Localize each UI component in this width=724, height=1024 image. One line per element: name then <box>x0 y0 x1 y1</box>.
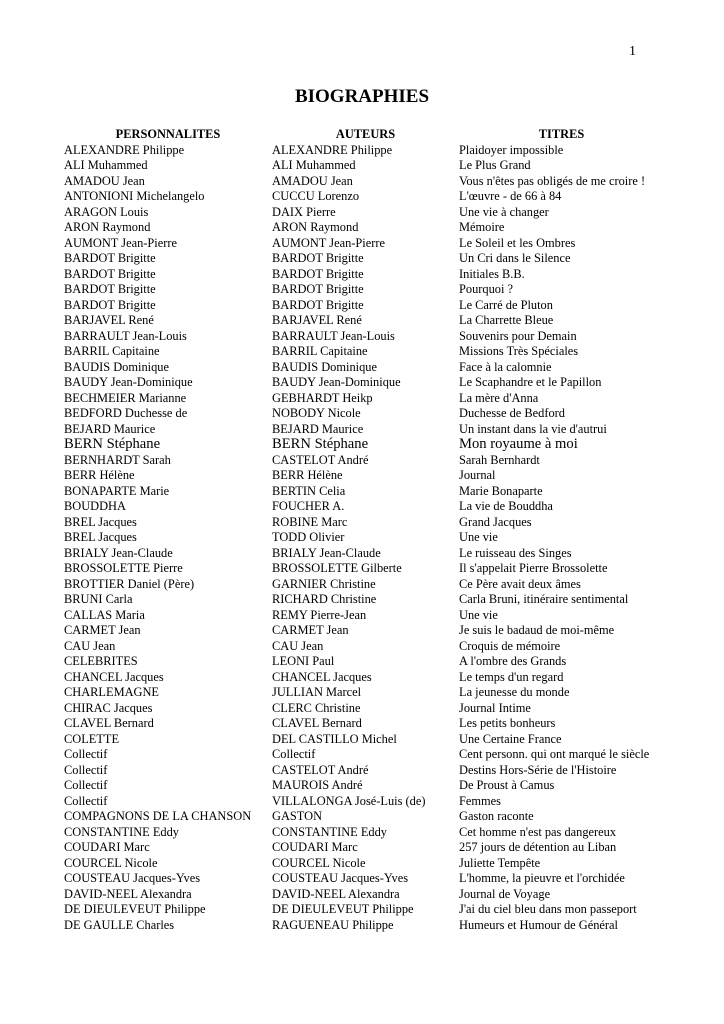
cell-personnalite: BECHMEIER Marianne <box>64 390 187 405</box>
cell-titre: Carla Bruni, itinéraire sentimental <box>459 592 629 606</box>
cell-auteur: ROBINE Marc <box>272 514 348 529</box>
cell-titre: Missions Très Spéciales <box>459 344 579 358</box>
cell-auteur: GASTON <box>272 809 323 823</box>
table-row <box>0 515 724 531</box>
table-row <box>0 840 724 856</box>
table-row <box>0 856 724 872</box>
cell-personnalite: AMADOU Jean <box>64 173 145 188</box>
cell-personnalite: BARDOT Brigitte <box>64 266 156 281</box>
cell-auteur: BAUDIS Dominique <box>272 359 377 374</box>
table-row <box>0 763 724 779</box>
cell-titre: Cent personn. qui ont marqué le siècle <box>459 747 650 761</box>
cell-titre: Face à la calomnie <box>459 359 552 374</box>
table-row <box>0 608 724 624</box>
cell-auteur: DE DIEULEVEUT Philippe <box>272 902 414 916</box>
cell-titre: Le Plus Grand <box>459 158 531 172</box>
cell-personnalite: ALEXANDRE Philippe <box>64 142 185 157</box>
table-row <box>0 220 724 236</box>
table-row <box>0 422 724 438</box>
cell-titre: Grand Jacques <box>459 514 532 529</box>
cell-titre: Cet homme n'est pas dangereux <box>459 824 617 839</box>
cell-titre: Marie Bonaparte <box>459 483 543 498</box>
cell-personnalite: BRUNI Carla <box>64 592 133 606</box>
cell-auteur: VILLALONGA José-Luis (de) <box>272 793 426 808</box>
table-row <box>0 406 724 422</box>
cell-auteur: NOBODY Nicole <box>272 406 361 420</box>
cell-titre: Destins Hors-Série de l'Histoire <box>459 762 617 777</box>
cell-auteur: JULLIAN Marcel <box>272 685 362 699</box>
table-row <box>0 778 724 794</box>
table-row <box>0 561 724 577</box>
cell-personnalite: BONAPARTE Marie <box>64 483 170 498</box>
cell-personnalite: CONSTANTINE Eddy <box>64 824 179 839</box>
cell-titre: L'homme, la pieuvre et l'orchidée <box>459 871 625 885</box>
table-body <box>0 143 724 934</box>
cell-personnalite: BROSSOLETTE Pierre <box>64 561 183 575</box>
cell-titre: Le ruisseau des Singes <box>459 545 572 560</box>
cell-auteur: BEJARD Maurice <box>272 421 364 436</box>
cell-titre: Une vie <box>459 530 498 544</box>
cell-auteur: BARDOT Brigitte <box>272 297 364 312</box>
cell-personnalite: BEDFORD Duchesse de <box>64 406 188 420</box>
table-row <box>0 871 724 887</box>
cell-auteur: CUCCU Lorenzo <box>272 189 360 203</box>
cell-auteur: DAVID-NEEL Alexandra <box>272 886 400 901</box>
cell-titre: Initiales B.B. <box>459 266 525 281</box>
cell-titre: Mémoire <box>459 220 505 234</box>
cell-titre: Les petits bonheurs <box>459 716 556 730</box>
cell-personnalite: DE GAULLE Charles <box>64 917 175 932</box>
header-auteurs: AUTEURS <box>335 127 396 141</box>
cell-personnalite: COUDARI Marc <box>64 840 150 854</box>
cell-personnalite: ARAGON Louis <box>64 204 149 219</box>
cell-personnalite: BREL Jacques <box>64 514 137 529</box>
cell-auteur: BARRAULT Jean-Louis <box>272 328 395 343</box>
table-row <box>0 391 724 407</box>
cell-personnalite: BERR Hélène <box>64 468 135 482</box>
cell-personnalite: ARON Raymond <box>64 220 151 234</box>
cell-titre: A l'ombre des Grands <box>459 654 567 668</box>
header-personnalites: PERSONNALITES <box>115 127 221 141</box>
cell-auteur: CLAVEL Bernard <box>272 716 362 730</box>
cell-personnalite: COUSTEAU Jacques-Yves <box>64 871 201 885</box>
cell-titre: Une Certaine France <box>459 731 562 746</box>
table-row <box>0 623 724 639</box>
cell-personnalite: BERN Stéphane <box>64 436 161 452</box>
cell-auteur: BARJAVEL René <box>272 313 362 327</box>
table-row <box>0 375 724 391</box>
table-row <box>0 360 724 376</box>
table-row <box>0 143 724 159</box>
page-title: BIOGRAPHIES <box>294 86 430 107</box>
cell-auteur: BARDOT Brigitte <box>272 282 364 296</box>
cell-personnalite: DE DIEULEVEUT Philippe <box>64 902 206 916</box>
cell-personnalite: CHIRAC Jacques <box>64 700 153 715</box>
cell-personnalite: BARRIL Capitaine <box>64 344 160 358</box>
table-row <box>0 158 724 174</box>
cell-personnalite: BERNHARDT Sarah <box>64 452 171 467</box>
cell-auteur: TODD Olivier <box>272 530 345 544</box>
cell-titre: L'œuvre - de 66 à 84 <box>459 189 562 203</box>
cell-auteur: AMADOU Jean <box>272 173 353 188</box>
table-row <box>0 236 724 252</box>
cell-personnalite: BOUDDHA <box>64 499 126 513</box>
cell-auteur: DEL CASTILLO Michel <box>272 731 397 746</box>
table-row <box>0 437 724 453</box>
cell-auteur: BARRIL Capitaine <box>272 344 368 358</box>
cell-auteur: COUDARI Marc <box>272 840 358 854</box>
table-row <box>0 825 724 841</box>
cell-auteur: LEONI Paul <box>272 654 335 668</box>
cell-auteur: RAGUENEAU Philippe <box>272 917 394 932</box>
cell-personnalite: CLAVEL Bernard <box>64 716 154 730</box>
table-row <box>0 344 724 360</box>
cell-auteur: CASTELOT André <box>272 452 369 467</box>
cell-auteur: GARNIER Christine <box>272 576 376 591</box>
cell-titre: De Proust à Camus <box>459 778 555 792</box>
table-header <box>0 127 724 143</box>
cell-personnalite: Collectif <box>64 762 108 777</box>
table-row <box>0 499 724 515</box>
cell-auteur: BERR Hélène <box>272 468 343 482</box>
cell-personnalite: BARDOT Brigitte <box>64 297 156 312</box>
biographies-table <box>0 127 724 933</box>
cell-auteur: FOUCHER A. <box>272 499 345 513</box>
cell-titre: Un Cri dans le Silence <box>459 251 571 265</box>
table-row <box>0 716 724 732</box>
cell-titre: Pourquoi ? <box>459 282 514 296</box>
table-row <box>0 189 724 205</box>
cell-auteur: CHANCEL Jacques <box>272 669 372 684</box>
cell-personnalite: BARDOT Brigitte <box>64 282 156 296</box>
cell-auteur: BERN Stéphane <box>272 436 369 452</box>
table-row <box>0 902 724 918</box>
table-row <box>0 329 724 345</box>
cell-auteur: BAUDY Jean-Dominique <box>272 375 401 389</box>
cell-personnalite: BRIALY Jean-Claude <box>64 545 173 560</box>
table-row <box>0 577 724 593</box>
cell-titre: Vous n'êtes pas obligés de me croire ! <box>459 173 646 188</box>
cell-auteur: REMY Pierre-Jean <box>272 607 367 622</box>
cell-titre: Le Carré de Pluton <box>459 297 553 312</box>
cell-auteur: COUSTEAU Jacques-Yves <box>272 871 409 885</box>
cell-personnalite: CARMET Jean <box>64 623 141 637</box>
cell-titre: Duchesse de Bedford <box>459 406 565 420</box>
table-row <box>0 794 724 810</box>
cell-auteur: BARDOT Brigitte <box>272 251 364 265</box>
cell-personnalite: COURCEL Nicole <box>64 855 158 870</box>
cell-personnalite: BROTTIER Daniel (Père) <box>64 576 195 591</box>
cell-auteur: BROSSOLETTE Gilberte <box>272 561 402 575</box>
cell-titre: Mon royaume à moi <box>459 436 578 452</box>
cell-titre: Une vie à changer <box>459 204 549 219</box>
cell-titre: Journal de Voyage <box>459 886 551 901</box>
cell-auteur: CARMET Jean <box>272 623 349 637</box>
cell-auteur: CLERC Christine <box>272 700 361 715</box>
cell-titre: J'ai du ciel bleu dans mon passeport <box>459 902 637 916</box>
cell-titre: Ce Père avait deux âmes <box>459 576 581 591</box>
table-row <box>0 654 724 670</box>
table-row <box>0 298 724 314</box>
table-row <box>0 468 724 484</box>
cell-auteur: DAIX Pierre <box>272 204 336 219</box>
cell-personnalite: CHARLEMAGNE <box>64 685 159 699</box>
cell-personnalite: BARRAULT Jean-Louis <box>64 328 187 343</box>
cell-titre: Juliette Tempête <box>459 855 541 870</box>
table-row <box>0 484 724 500</box>
cell-personnalite: Collectif <box>64 778 108 792</box>
cell-personnalite: BARJAVEL René <box>64 313 154 327</box>
cell-titre: Le Soleil et les Ombres <box>459 235 576 250</box>
cell-titre: Une vie <box>459 607 498 622</box>
cell-titre: Souvenirs pour Demain <box>459 328 577 343</box>
cell-auteur: ARON Raymond <box>272 220 359 234</box>
table-row <box>0 313 724 329</box>
cell-auteur: BRIALY Jean-Claude <box>272 545 381 560</box>
cell-titre: Le temps d'un regard <box>459 669 564 684</box>
table-row <box>0 546 724 562</box>
cell-personnalite: CHANCEL Jacques <box>64 669 164 684</box>
table-row <box>0 747 724 763</box>
cell-auteur: COURCEL Nicole <box>272 855 366 870</box>
cell-titre: Gaston raconte <box>459 809 534 823</box>
table-row <box>0 732 724 748</box>
cell-personnalite: COMPAGNONS DE LA CHANSON <box>64 809 252 823</box>
table-row <box>0 267 724 283</box>
cell-auteur: BERTIN Celia <box>272 483 346 498</box>
cell-personnalite: ALI Muhammed <box>64 158 148 172</box>
table-row <box>0 530 724 546</box>
cell-titre: Je suis le badaud de moi-même <box>459 623 615 637</box>
cell-personnalite: BAUDIS Dominique <box>64 359 169 374</box>
header-titres: TITRES <box>538 127 585 141</box>
table-row <box>0 670 724 686</box>
table-row <box>0 282 724 298</box>
cell-titre: Sarah Bernhardt <box>459 452 540 467</box>
cell-auteur: Collectif <box>272 747 316 761</box>
cell-auteur: RICHARD Christine <box>272 592 377 606</box>
table-row <box>0 251 724 267</box>
cell-auteur: CAU Jean <box>272 638 324 653</box>
cell-titre: Le Scaphandre et le Papillon <box>459 375 602 389</box>
cell-auteur: CASTELOT André <box>272 762 369 777</box>
cell-titre: Un instant dans la vie d'autrui <box>459 421 607 436</box>
table-row <box>0 685 724 701</box>
cell-titre: Journal <box>459 468 496 482</box>
cell-titre: Plaidoyer impossible <box>459 142 564 157</box>
cell-titre: 257 jours de détention au Liban <box>459 840 617 854</box>
cell-personnalite: CALLAS Maria <box>64 607 145 622</box>
cell-titre: La Charrette Bleue <box>459 313 554 327</box>
cell-titre: Femmes <box>459 793 501 808</box>
table-row <box>0 174 724 190</box>
cell-personnalite: ANTONIONI Michelangelo <box>64 189 205 203</box>
cell-personnalite: BEJARD Maurice <box>64 421 156 436</box>
table-row <box>0 639 724 655</box>
cell-personnalite: BREL Jacques <box>64 530 137 544</box>
cell-auteur: GEBHARDT Heikp <box>272 390 373 405</box>
cell-auteur: AUMONT Jean-Pierre <box>272 235 385 250</box>
cell-titre: Humeurs et Humour de Général <box>459 917 618 932</box>
cell-personnalite: COLETTE <box>64 731 120 746</box>
table-row <box>0 453 724 469</box>
cell-personnalite: DAVID-NEEL Alexandra <box>64 886 192 901</box>
table-row <box>0 918 724 934</box>
cell-titre: Il s'appelait Pierre Brossolette <box>459 561 608 575</box>
table-row <box>0 887 724 903</box>
cell-auteur: ALEXANDRE Philippe <box>272 142 393 157</box>
cell-auteur: ALI Muhammed <box>272 158 356 172</box>
cell-titre: La vie de Bouddha <box>459 499 553 513</box>
cell-personnalite: CELEBRITES <box>64 654 138 668</box>
cell-titre: Journal Intime <box>459 700 531 715</box>
cell-titre: La mère d'Anna <box>459 390 539 405</box>
page-number: 1 <box>629 44 636 59</box>
cell-auteur: CONSTANTINE Eddy <box>272 824 387 839</box>
cell-auteur: BARDOT Brigitte <box>272 266 364 281</box>
cell-personnalite: CAU Jean <box>64 638 116 653</box>
table-row <box>0 701 724 717</box>
cell-titre: La jeunesse du monde <box>459 685 570 699</box>
cell-personnalite: Collectif <box>64 747 108 761</box>
cell-auteur: MAUROIS André <box>272 778 363 792</box>
cell-personnalite: Collectif <box>64 793 108 808</box>
cell-titre: Croquis de mémoire <box>459 638 561 653</box>
table-row <box>0 205 724 221</box>
cell-personnalite: AUMONT Jean-Pierre <box>64 235 177 250</box>
cell-personnalite: BAUDY Jean-Dominique <box>64 375 193 389</box>
table-row <box>0 809 724 825</box>
cell-personnalite: BARDOT Brigitte <box>64 251 156 265</box>
table-row <box>0 592 724 608</box>
